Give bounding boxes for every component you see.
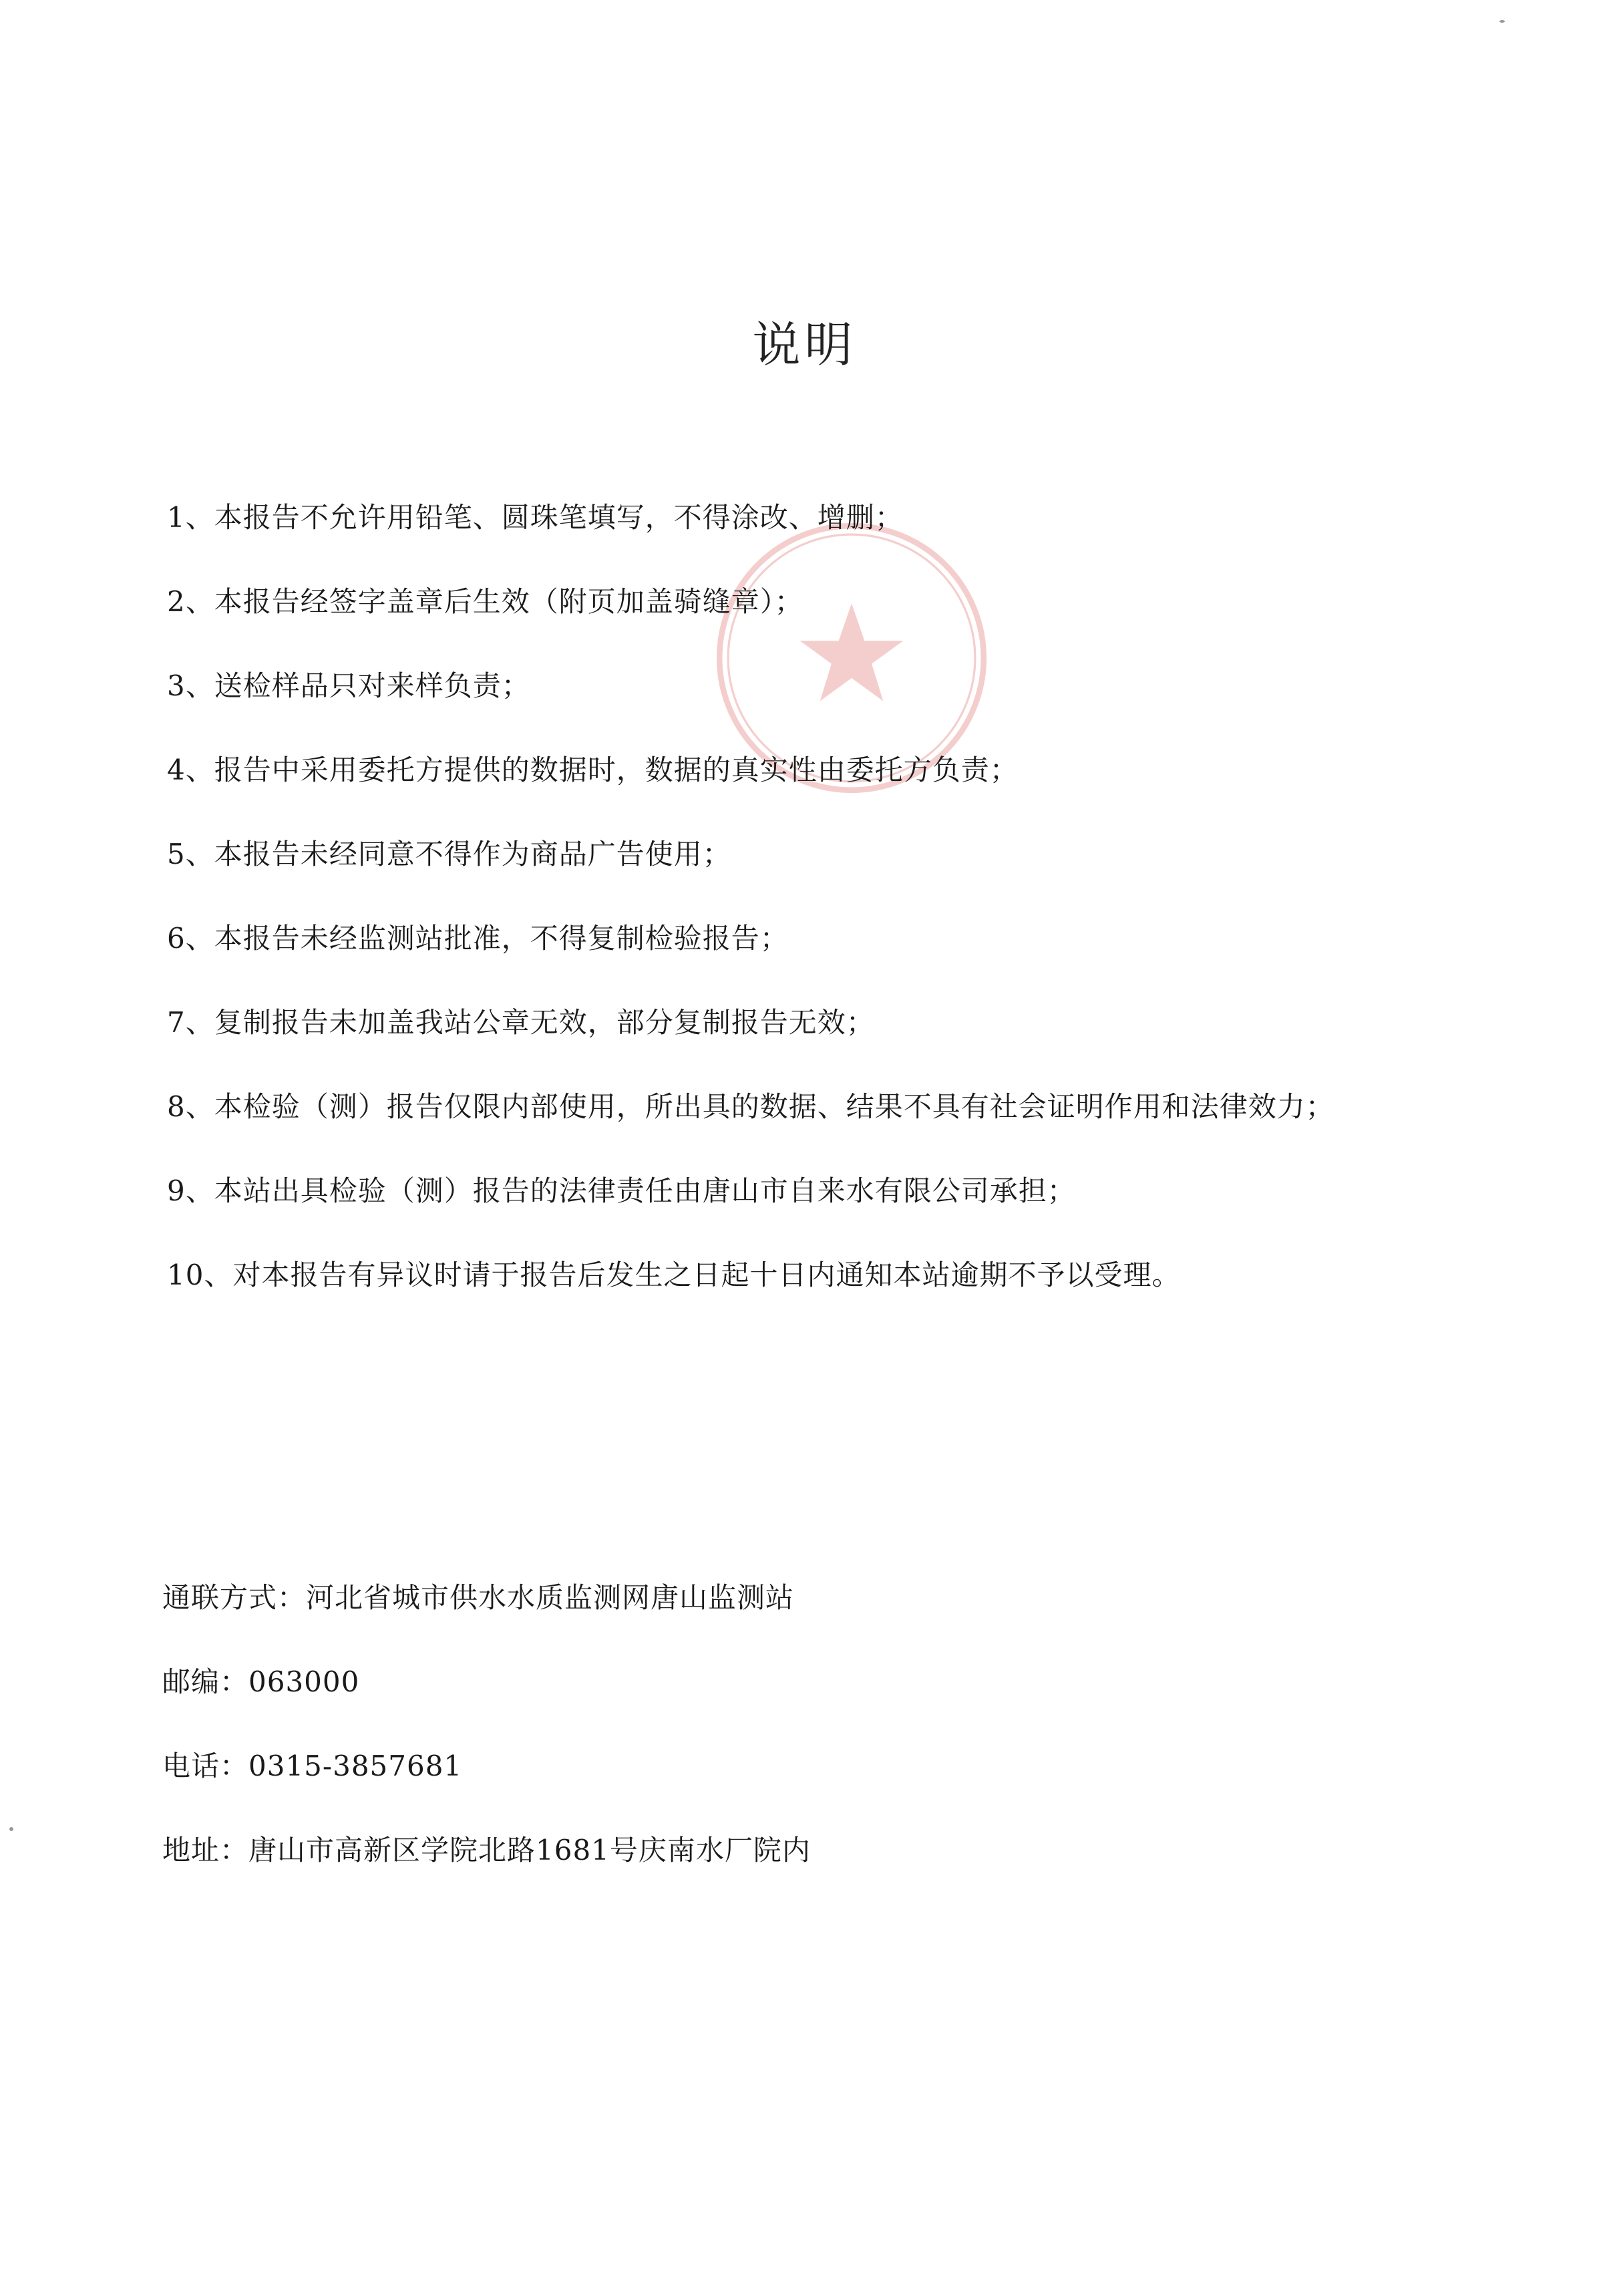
note-item: 2、本报告经签字盖章后生效（附页加盖骑缝章）； [167,585,803,618]
contact-phone-label: 电话： [162,1750,249,1782]
contact-postcode-value: 063000 [248,1665,360,1698]
note-item: 9、本站出具检验（测）报告的法律责任由唐山市自来水有限公司承担； [167,1174,1076,1207]
contact-address-row [162,1824,1231,1908]
contact-org-value: 河北省城市供水水质监测网唐山监测站 [306,1581,795,1614]
note-item: 4、报告中采用委托方提供的数据时，数据的真实性由委托方负责； [167,754,1019,786]
contact-postcode-label: 邮编： [162,1665,249,1698]
note-item: 3、送检样品只对来样负责； [167,669,530,702]
contact-address-value: 唐山市高新区学院北路1681号庆南水厂院内 [248,1834,811,1866]
contact-phone-value: 0315-3857681 [248,1750,463,1782]
note-item: 10、对本报告有异议时请于报告后发生之日起十日内通知本站逾期不予以受理。 [167,1259,1181,1291]
contact-postcode-row [162,1655,1231,1740]
contact-block [162,1571,1231,1908]
note-item: 7、复制报告未加盖我站公章无效，部分复制报告无效； [167,1006,875,1039]
scan-speck [9,1827,13,1831]
note-item: 8、本检验（测）报告仅限内部使用，所出具的数据、结果不具有社会证明作用和法律效力； [167,1090,1334,1123]
note-item: 1、本报告不允许用铅笔、圆珠笔填写，不得涂改、增删； [167,501,904,534]
note-item: 6、本报告未经监测站批准，不得复制检验报告； [167,922,789,955]
contact-address-label: 地址： [162,1834,249,1866]
contact-org-row [162,1571,1231,1655]
contact-phone-row [162,1740,1231,1824]
contact-org-label: 通联方式： [162,1581,307,1614]
note-item: 5、本报告未经同意不得作为商品广告使用； [167,838,731,870]
scan-speck [1499,20,1505,23]
document-title: 说明 [752,317,857,373]
notes-list [167,491,1503,1333]
